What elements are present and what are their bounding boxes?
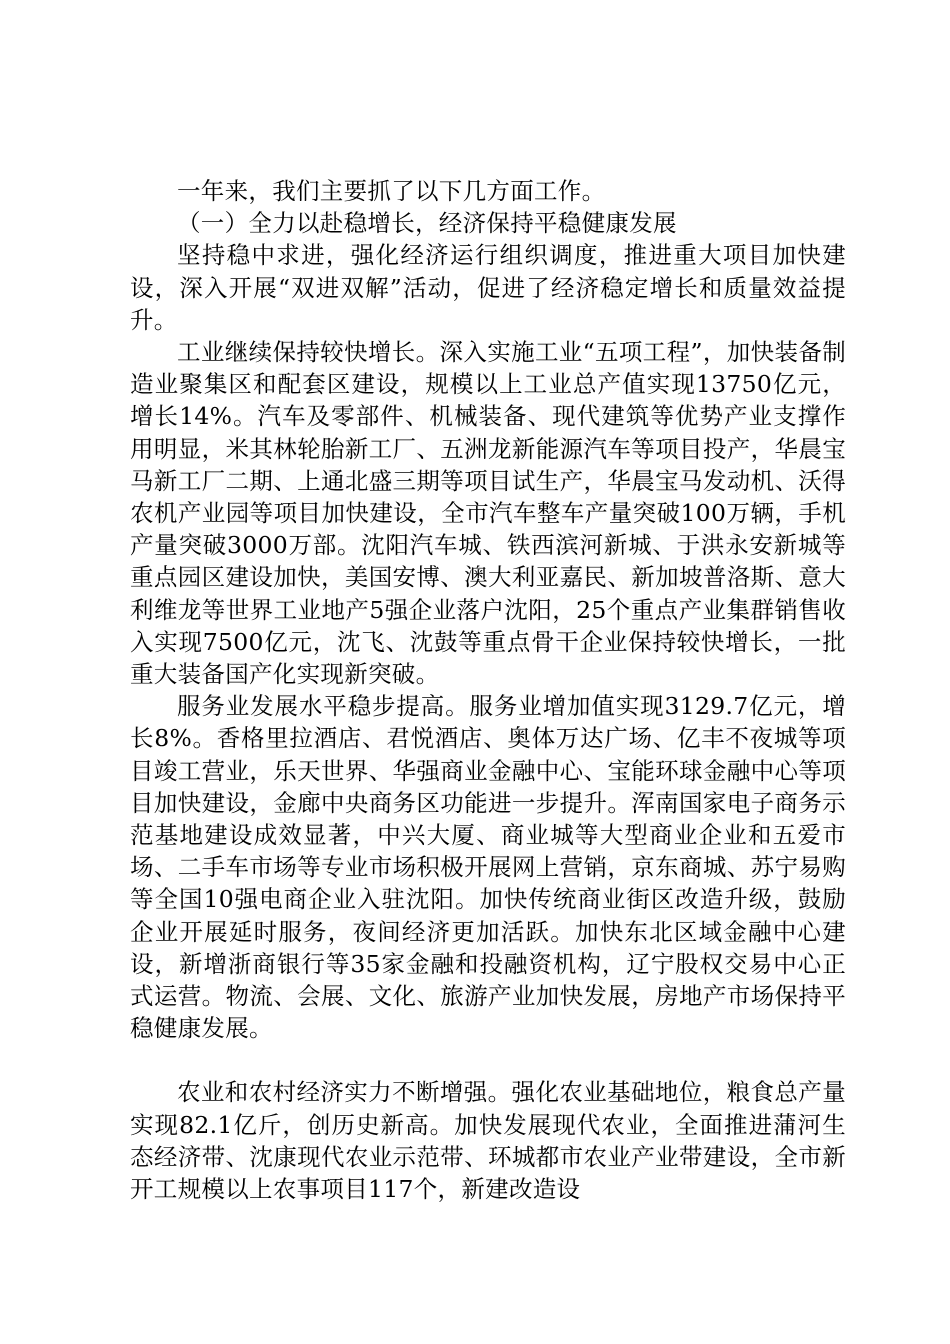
industry-paragraph: 工业继续保持较快增长。深入实施工业“五项工程”，加快装备制造业聚集区和配套区建设，规模以上工业总产值实现13750亿元，增长14%。汽车及零部件、机械装备、现代建筑等优势产业支撑作用明显，米其林轮胎新工厂、五洲龙新能源汽车等项目投产，华晨宝马新工厂二期、上通北盛三期等项目试生产，华晨宝马发动机、沃得农机产业园等项目加快建设，全市汽车整车产量突破100万辆，手机产量突破3000万部。沈阳汽车城、铁西滨河新城、于洪永安新城等重点园区建设加快，美国安博、澳大利亚嘉民、新加坡普洛斯、意大利维龙等世界工业地产5强企业落户沈阳，25个重点产业集群销售收入实现7500亿元，沈飞、沈鼓等重点骨干企业保持较快增长，一批重大装备国产化实现新突破。 — [130, 338, 846, 689]
document-body — [130, 175, 846, 1205]
service-paragraph: 服务业发展水平稳步提高。服务业增加值实现3129.7亿元，增长8%。香格里拉酒店、君悦酒店、奥体万达广场、亿丰不夜城等项目竣工营业，乐天世界、华强商业金融中心、宝能环球金融中心等项目加快建设，金廊中央商务区功能进一步提升。浑南国家电子商务示范基地建设成效显著，中兴大厦、商业城等大型商业企业和五爱市场、二手车市场等专业市场积极开展网上营销，京东商城、苏宁易购等全国10强电商企业入驻沈阳。加快传统商业街区改造升级，鼓励企业开展延时服务，夜间经济更加活跃。加快东北区域金融中心建设，新增浙商银行等35家金融和投融资机构，辽宁股权交易中心正式运营。物流、会展、文化、旅游产业加快发展，房地产市场保持平稳健康发展。 — [130, 692, 846, 1043]
summary-paragraph: 坚持稳中求进，强化经济运行组织调度，推进重大项目加快建设，深入开展“双进双解”活动，促进了经济稳定增长和质量效益提升。 — [130, 241, 846, 334]
section-heading: （一）全力以赴稳增长，经济保持平稳健康发展 — [177, 209, 677, 238]
intro-paragraph: 一年来，我们主要抓了以下几方面工作。 — [177, 177, 606, 205]
agriculture-paragraph: 农业和农村经济实力不断增强。强化农业基础地位，粮食总产量实现82.1亿斤，创历史新高。加快发展现代农业，全面推进蒲河生态经济带、沈康现代农业示范带、环城都市农业产业带建设，全市新开工规模以上农事项目117个，新建改造设 — [130, 1078, 846, 1204]
